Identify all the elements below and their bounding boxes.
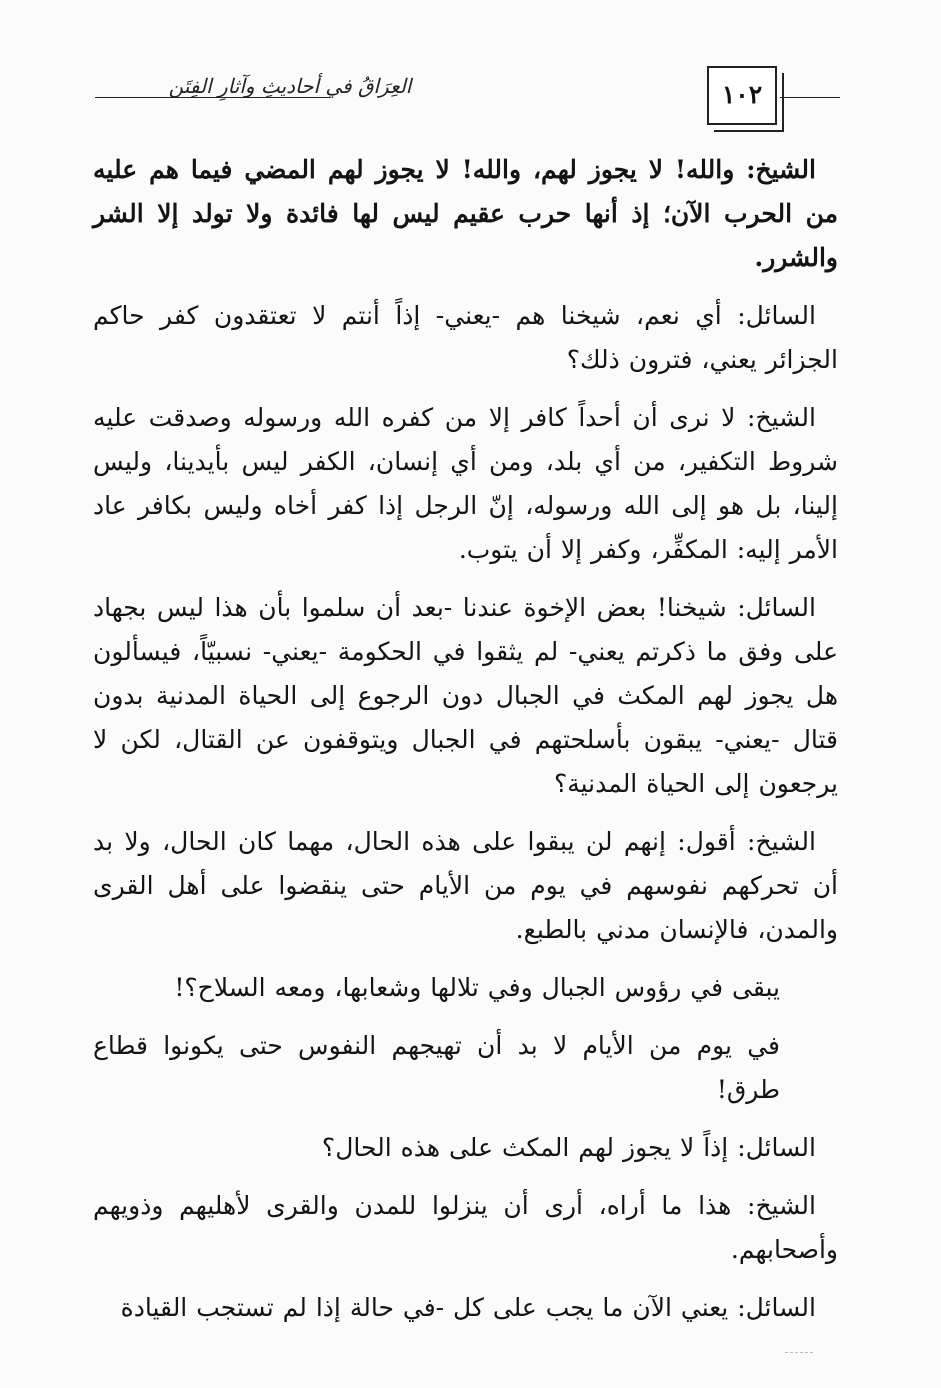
paragraph-shaykh-takfir: الشيخ: لا نرى أن أحداً كافر إلا من كفره الله ورسوله وصدقت عليه شروط التكفير، من أي بلد، ومن أي إنسان، الكفر ليس بأيدينا، وليس إلينا، بل هو إلى الله ورسوله، إنّ الرجل إذا كفر أخاه وليس بكافر عاد الأمر إليه: المكفِّر، وكفر إلا أن يتوب. [93, 403, 838, 564]
page-body [93, 148, 838, 1344]
paragraph-questioner-4: السائل: يعني الآن ما يجب على كل -في حالة إذا لم تستجب القيادة [120, 1293, 816, 1322]
header-rule-right [780, 97, 840, 98]
paragraph-shaykh-oath: الشيخ: والله! لا يجوز لهم، والله! لا يجوز لهم المضي فيما هم عليه من الحرب الآن؛ إذ أنها حرب عقيم ليس لها فائدة ولا تولد إلا الشر والشرر. [93, 155, 838, 272]
paragraph-indented-2: في يوم من الأيام لا بد أن تهيجهم النفوس حتى يكونوا قطاع طرق! [93, 1031, 780, 1104]
page-header [95, 60, 840, 130]
paragraph-questioner-1: السائل: أي نعم، شيخنا هم -يعني- إذاً أنتم لا تعتقدون كفر حاكم الجزائر يعني، فترون ذلك؟ [93, 301, 838, 374]
paragraph-questioner-3: السائل: إذاً لا يجوز لهم المكث على هذه الحال؟ [321, 1133, 816, 1162]
paragraph-indented-1: يبقى في رؤوس الجبال وفي تلالها وشعابها، ومعه السلاح؟! [174, 973, 780, 1002]
paragraph-questioner-2: السائل: شيخنا! بعض الإخوة عندنا -بعد أن سلموا بأن هذا ليس بجهاد على وفق ما ذكرتم يعني- لم يثقوا في الحكومة -يعني- نسبيّاً، فيسألون هل يجوز لهم المكث في الجبال دون الرجوع إلى الحياة المدنية بدون قتال -يعني- يبقون بأسلحتهم في الجبال ويتوقفون عن القتال، لكن لا يرجعون إلى الحياة المدنية؟ [93, 593, 838, 798]
page-number: ١٠٢ [721, 80, 763, 109]
paragraph-shaykh-view: الشيخ: هذا ما أراه، أرى أن ينزلوا للمدن والقرى لأهليهم وذويهم وأصحابهم. [93, 1191, 838, 1264]
footer-mark [785, 1352, 813, 1353]
page-number-box [707, 66, 777, 125]
paragraph-shaykh-answer: الشيخ: أقول: إنهم لن يبقوا على هذه الحال، مهما كان الحال، ولا بد أن تحركهم نفوسهم في يوم من الأيام حتى ينقضوا على أهل القرى والمدن، فالإنسان مدني بالطبع. [93, 827, 838, 944]
running-title: العِرَاقُ في أحاديثِ وآثارِ الفِتَن [168, 74, 412, 98]
